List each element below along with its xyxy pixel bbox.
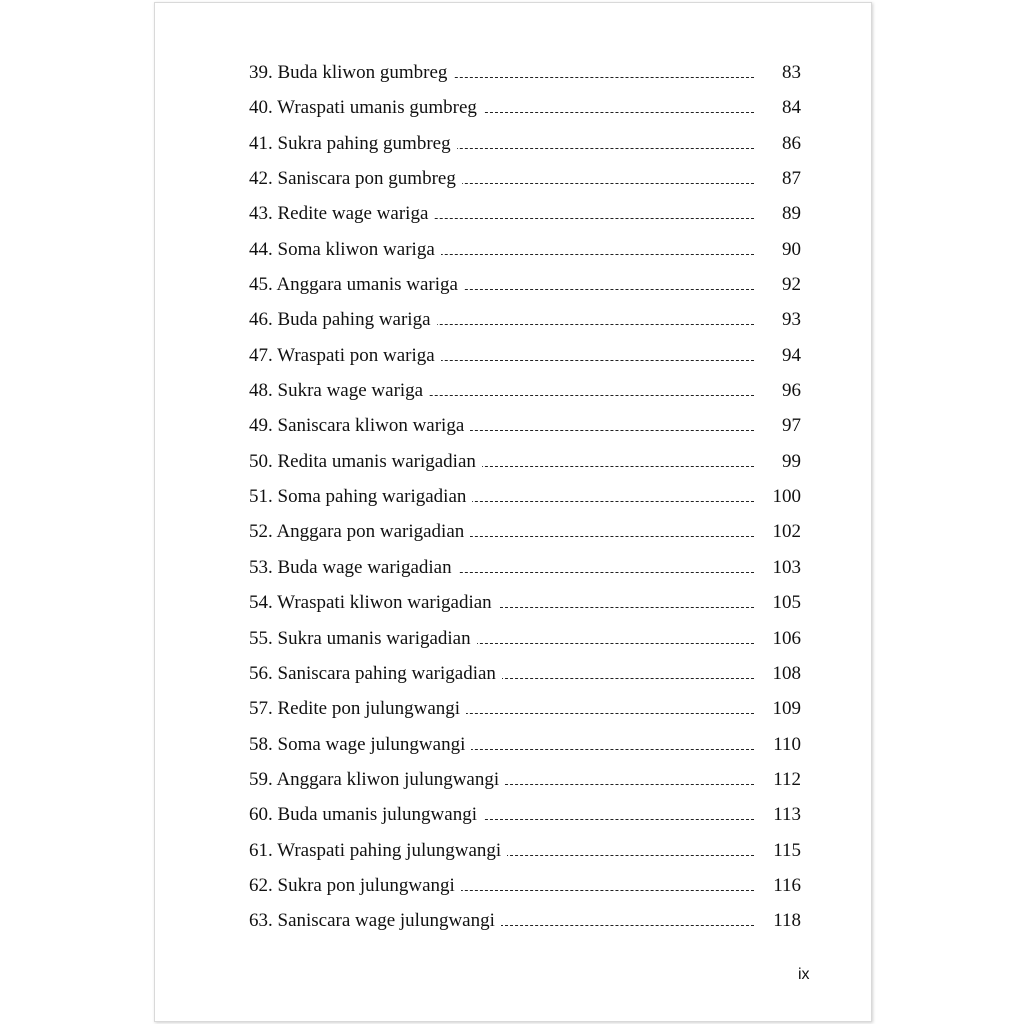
toc-entry-title: 47. Wraspati pon wariga	[249, 345, 441, 367]
toc-entry-title: 60. Buda umanis julungwangi	[249, 804, 483, 826]
toc-page-number: 94	[782, 344, 801, 366]
toc-entry-title: 57. Redite pon julungwangi	[249, 698, 466, 720]
toc-entry-title: 48. Sukra wage wariga	[249, 380, 429, 402]
toc-entry	[249, 728, 809, 763]
toc-entry	[249, 233, 809, 268]
toc-entry-title: 42. Saniscara pon gumbreg	[249, 168, 462, 190]
toc-entry-title: 55. Sukra umanis warigadian	[249, 628, 477, 650]
toc-page-number: 93	[782, 309, 801, 331]
toc-entry	[249, 622, 809, 657]
toc-entry-title: 52. Anggara pon warigadian	[249, 521, 470, 543]
toc-entry	[249, 91, 809, 126]
toc-page-number: 96	[782, 380, 801, 402]
toc-page-number: 110	[773, 733, 801, 755]
toc-entry	[249, 197, 809, 232]
toc-entry	[249, 798, 809, 833]
toc-entry-title: 51. Soma pahing warigadian	[249, 486, 472, 508]
toc-page-number: 83	[782, 62, 801, 83]
toc-page-number: 113	[773, 804, 801, 826]
toc-entry-title: 46. Buda pahing wariga	[249, 309, 437, 331]
toc-entry-title: 43. Redite wage wariga	[249, 203, 434, 225]
toc-page-number: 92	[782, 274, 801, 296]
toc-page-number: 84	[782, 97, 801, 119]
toc-entry	[249, 56, 809, 91]
toc-entry	[249, 303, 809, 338]
toc-entry	[249, 409, 809, 444]
toc-entry	[249, 763, 809, 798]
toc-page-number: 87	[782, 168, 801, 190]
toc-entry	[249, 657, 809, 692]
toc-entry-title: 44. Soma kliwon wariga	[249, 239, 441, 261]
page-folio-number: ix	[798, 966, 810, 983]
toc-entry-title: 56. Saniscara pahing warigadian	[249, 663, 502, 685]
toc-page-number: 118	[773, 910, 801, 932]
toc-page-number: 108	[772, 662, 801, 684]
table-of-contents	[249, 56, 809, 940]
toc-entry-title: 50. Redita umanis warigadian	[249, 451, 482, 473]
toc-page-number: 89	[782, 203, 801, 225]
toc-entry	[249, 127, 809, 162]
toc-entry-title: 49. Saniscara kliwon wariga	[249, 415, 470, 437]
toc-entry	[249, 339, 809, 374]
toc-entry-title: 45. Anggara umanis wariga	[249, 274, 464, 296]
toc-entry-title: 54. Wraspati kliwon warigadian	[249, 592, 498, 614]
toc-entry-title: 61. Wraspati pahing julungwangi	[249, 840, 507, 862]
toc-entry-title: 40. Wraspati umanis gumbreg	[249, 97, 483, 119]
toc-entry	[249, 692, 809, 727]
toc-page-number: 102	[772, 521, 801, 543]
toc-entry-title: 59. Anggara kliwon julungwangi	[249, 769, 505, 791]
toc-page-number: 90	[782, 238, 801, 260]
toc-entry	[249, 869, 809, 904]
toc-entry	[249, 834, 809, 869]
toc-entry	[249, 445, 809, 480]
toc-entry-title: 58. Soma wage julungwangi	[249, 734, 471, 756]
toc-entry	[249, 374, 809, 409]
toc-entry-title: 62. Sukra pon julungwangi	[249, 875, 461, 897]
toc-page-number: 116	[773, 874, 801, 896]
toc-page-number: 109	[772, 698, 801, 720]
toc-entry	[249, 515, 809, 550]
toc-entry	[249, 162, 809, 197]
toc-entry	[249, 480, 809, 515]
toc-page-number: 105	[772, 592, 801, 614]
toc-page-number: 115	[773, 839, 801, 861]
toc-entry	[249, 551, 809, 586]
toc-entry	[249, 904, 809, 939]
toc-entry	[249, 586, 809, 621]
toc-entry-title: 41. Sukra pahing gumbreg	[249, 133, 457, 155]
toc-page-number: 103	[772, 556, 801, 578]
toc-entry-title: 63. Saniscara wage julungwangi	[249, 910, 501, 932]
toc-page-number: 100	[772, 486, 801, 508]
toc-page-number: 99	[782, 450, 801, 472]
toc-entry-title: 39. Buda kliwon gumbreg	[249, 62, 453, 84]
toc-entry	[249, 268, 809, 303]
toc-page-number: 86	[782, 132, 801, 154]
toc-page-number: 106	[772, 627, 801, 649]
toc-entry-title: 53. Buda wage warigadian	[249, 557, 458, 579]
toc-page-number: 97	[782, 415, 801, 437]
toc-page-number: 112	[773, 768, 801, 790]
